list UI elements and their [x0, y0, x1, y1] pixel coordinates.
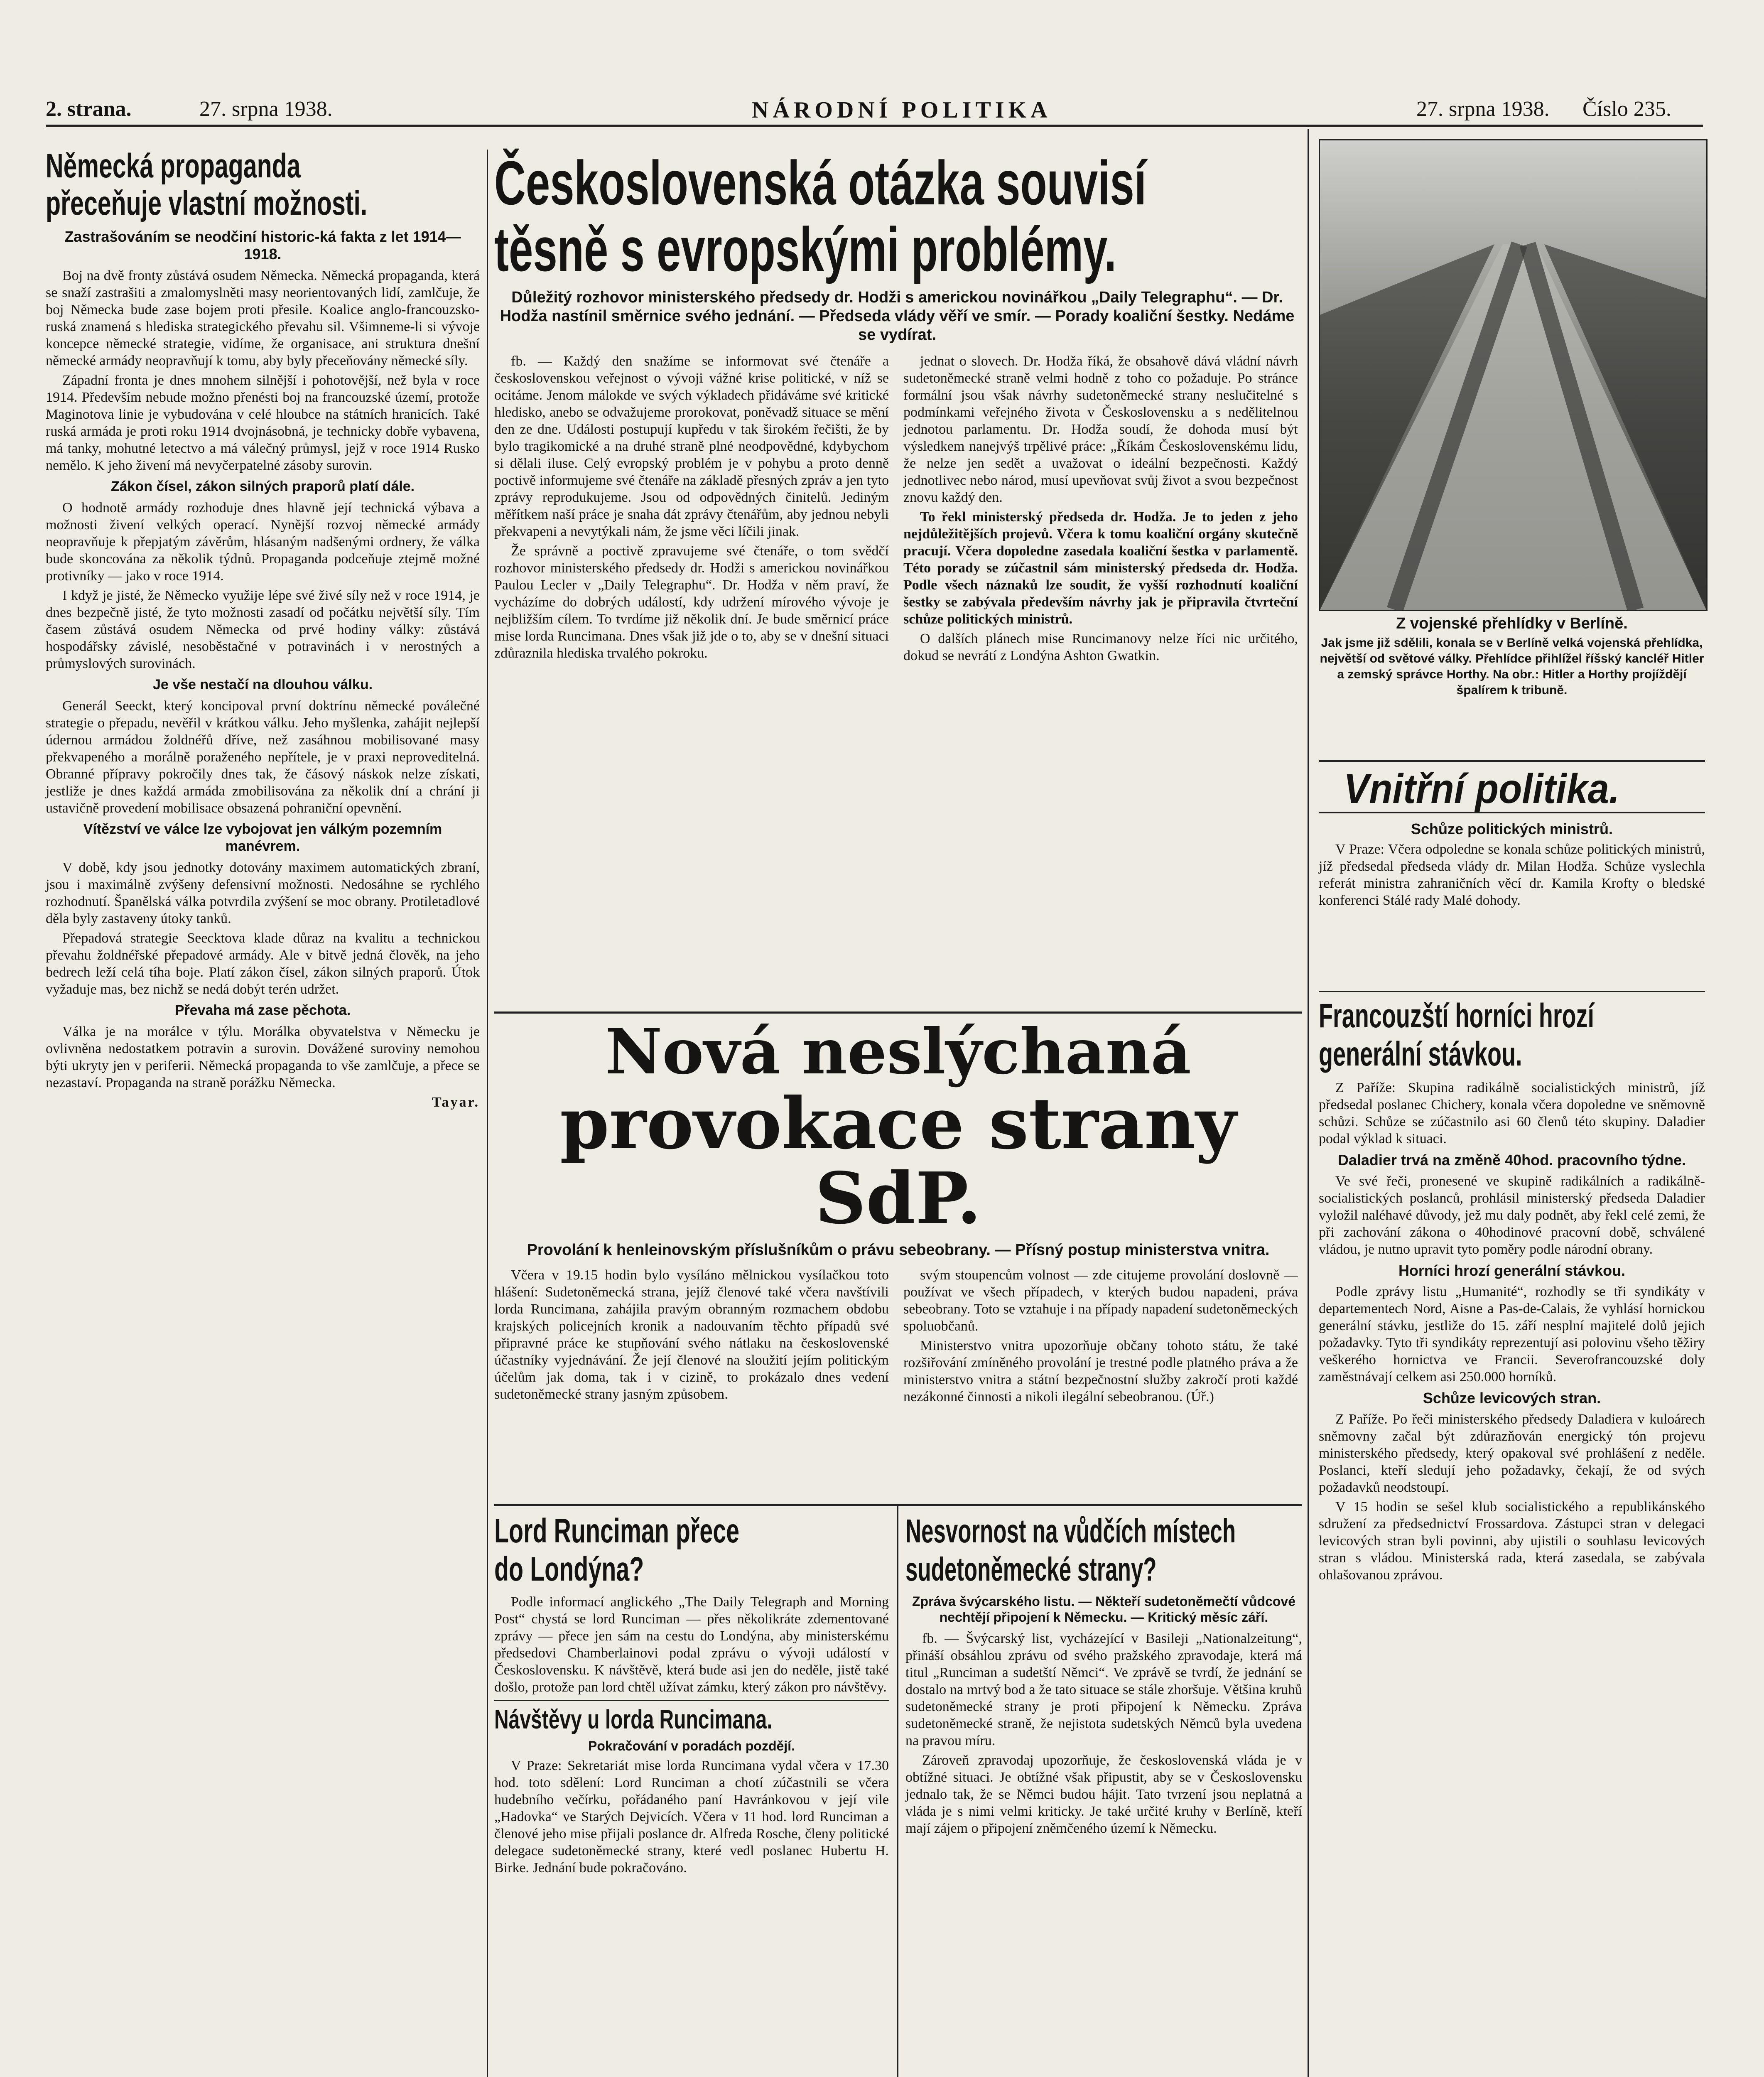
- paragraph: I když je jisté, že Německo využije lépe své živé síly než v roce 1914, je dnes bezpečně jisté, že tyto možnosti zasadí od počátku největší síly. Tím časem zůstává osudem Německa od prvé hodiny války: zůstává hospodářsky závislé, nesoběstačné v potravinách i v nerostných a průmyslových surovinách.: [46, 588, 480, 671]
- page-header: [46, 93, 1703, 123]
- header-rule: [46, 125, 1703, 127]
- paragraph: Válka je na morálce v týlu. Morálka obyvatelstva v Německu je ovlivněna nedostatkem potravin a surovin. Dovážené suroviny nemohou býti ukryty jen v periferii. Německá propaganda to vše zamlčuje, a přece se nezastaví. Propaganda na straně porážku Německa.: [46, 1024, 480, 1090]
- column-rule-1: [487, 150, 488, 2077]
- headline: Lord Runciman přece do Londýna?: [494, 1512, 740, 1588]
- paragraph: Podle informací anglického „The Daily Telegraph and Morning Post“ chystá se lord Runciman — přes několikráte zdementované zprávy — přece jen sám na cestu do Londýna, aby ministerskému předsedovi Chamberlainovi podal zprávu o vývoji událostí v Československu. K návštěvě, která bude asi jen do neděle, jistě také došlo, protože pan lord chtěl užívat zámku, který zákon pro návštěvy.: [494, 1594, 889, 1695]
- paragraph: O dalších plánech mise Runcimanovy nelze říci nic určitého, dokud se nevrátí z Londýna Ashton Gwatkin.: [903, 631, 1298, 663]
- paragraph: V Praze: Včera odpoledne se konala schůze politických ministrů, jíž předsedal předseda vlády dr. Milan Hodža. Schůze vyslechla referát ministra zahraničních věcí dr. Kamila Krofty o bledské konferenci Stálé rady Malé dohody.: [1319, 842, 1705, 908]
- photo-parade: [1319, 139, 1708, 611]
- section-heading: Zákon čísel, zákon silných praporů platí dále.: [110, 479, 415, 494]
- paragraph: Generál Seeckt, který koncipoval první doktrínu německé poválečné strategie o přepadu, nevěřil v krátkou válku. Jeho myšlenka, zahájit nejlepší údernou armádou žoldnéřů dříve, než zasáhnou mobilisované masy překvapeného a morálně poraženého nepřítele, je v praxi neproveditelná. Obranné přípravy pokročily dnes tak, že čásový náskok nelze získati, jestliže je dnes každá armáda zmobilisována za několik dní a chrání ji ustavičně provedení mobilisace obsazená pohraniční opevnění.: [46, 698, 480, 816]
- article-sdp: [494, 1015, 1302, 1404]
- paragraph: fb. — Každý den snažíme se informovat své čtenáře a československou veřejnost o vývoji vážné krise politické, v níž se ocitáme. Jenom málokde ve svých výkladech přidáváme své kritické hledisko, anebo se odvažujeme prorokovat, poněvadž situace se mění den ze dne. Události postupují kupředu v tak širokém řečišti, že by bylo tragikomické a na druhé straně plné neodpovědné, kdybychom si dělali iluse. Celý evropský problém je v pohybu a proto denně poctivě informujeme své čtenáře na základě přesných zpráv a jen tyto zprávy reprodukujeme. Jsou od odpovědných činitelů. Jediným měřítkem naší práce je snaha dát zprávy čtenářům, aby jednou nebyli překvapeni a nevytýkali nám, že jsme věci líčili jinak.: [494, 354, 889, 539]
- paragraph: Ve své řeči, pronesené ve skupině radikálních a radikálně-socialistických poslanců, prohlásil ministerský předseda Daladier vyložil naléhavé důvody, jež mu daly podnět, aby řekl celé zemi, že při zachování zákona o 40hodinové pracovní době, schválené vládou, je nutno upravit tyto poměry podle národní obrany.: [1319, 1174, 1705, 1257]
- masthead: NÁRODNÍ POLITIKA: [752, 97, 1052, 123]
- date-left: 27. srpna 1938.: [199, 97, 333, 121]
- paragraph: V Praze: Sekretariát mise lorda Runcimana vydal včera v 17.30 hod. toto sdělení: Lord Runciman a chotí zúčastnili se včera hudebního večírku, pořádaného paní Havránkovou v její vile „Hadovka“ ve Starých Dejvicích. Včera v 11 hod. lord Runciman a členové jeho mise přijali poslance dr. Alfreda Rosche, členy politické delegace sudetoněmecké strany, které vedl poslanec Hubertu H. Birke. Jednání bude pokračováno.: [494, 1758, 889, 1876]
- paragraph: Že správně a poctivě zpravujeme své čtenáře, o tom svědčí rozhovor ministerského předsedy dr. Hodži s americkou novinářkou Paulou Lecler v „Daily Telegraphu“. Dr. Hodža v něm praví, že vycházíme do dobrých událostí, kdy udržení mírového vývoje je nejbližším cílem. To tvrdíme již několik dní. Je bude směrnicí práce mise lorda Runcimana. Dnes však již jde o to, aby se v dnešní situaci zdůraznila hlediska trvalého pokroku.: [494, 543, 889, 661]
- caption-title: Z vojenské přehlídky v Berlíně.: [1396, 615, 1628, 632]
- headline: Francouzští horníci hrozí generální stávkou.: [1319, 997, 1594, 1073]
- paragraph: Boj na dvě fronty zůstává osudem Německa. Německá propaganda, která se snaží zastrašiti a zmalomyslněti masy neorientovaných lidí, zamlčuje, že boj Německa bude zase bojem proti přesile. Koalice anglo-francouzsko-ruská znamená s hlediska strategického převahu sil. Všimneme-li si vývoje koncepce německé strategie, vidíme, že organisace, ani struktura dnešní německé armády neopravňují k tomu, aby byly přeceňovány německé síly.: [46, 268, 480, 368]
- main-headline: Československá otázka souvisí těsně s evropskými problémy.: [494, 148, 1146, 284]
- paragraph: Včera v 19.15 hodin bylo vysíláno mělnickou vysílačkou toto hlášení: Sudetoněmecká strana, jejíž členové také včera navštívili lorda Runcimana, zahájila pravým obranným rozmachem obdobu krajských policejních kronik a nadouvaním těchto případů své připravné práce ke stupňování svého nátlaku na československé účastníky vyjednávání. Že její členové na sloužití jejím politickým účelům jak doma, tak i v cizině, to prokázalo dnes vedení sudetoněmecké strany jasným způsobem.: [494, 1267, 889, 1402]
- paragraph: Ministerstvo vnitra upozorňuje občany tohoto státu, že také rozšiřování zmíněného provolání je trestné podle platného práva a že ministerstvo vnitra a státní bezpečnostní služby zakročí proti každé nezákonné činnosti a nikoli ilegální sebeobranou. (Úř.): [903, 1338, 1298, 1404]
- deck: Zpráva švýcarského listu. — Někteří sudetoněmečtí vůdcové nechtějí připojení k Německu. — Kritický měsíc září.: [912, 1594, 1296, 1625]
- section-heading: Daladier trvá na změně 40hod. pracovního týdne.: [1337, 1151, 1686, 1169]
- paragraph: Přepadová strategie Seecktova klade důraz na kvalitu a technickou převahu žoldnéřské přepadové armády. Ale v bitvě jedná člověk, na jeho bedrech leží celá tíha boje. Platí zákon čísel, zákon silných praporů. Útok vyžaduje mas, bez nichž se nedá dobýt terén udržet.: [46, 930, 480, 997]
- section-heading: Horníci hrozí generální stávkou.: [1398, 1262, 1626, 1279]
- signature: Tayar.: [432, 1095, 480, 1110]
- caption-text: Jak jsme již sdělili, konala se v Berlíně velká vojenská přehlídka, největší od světové války. Přehlídce přihlížel říšský kancléř Hitler a zemský správce Horthy. Na obr.: Hitler a Horthy projíždějí špalírem k tribuně.: [1320, 636, 1704, 697]
- deck: Provolání k henleinovským příslušníkům o právu sebeobrany. — Přísný postup ministerstva vnitra.: [527, 1241, 1270, 1259]
- paragraph: svým stoupencům volnost — zde citujeme provolání doslovně — používat ve všech případech, v kterých budou napadeni, práva sebeobrany. Toto se vztahuje i na případy napadení sudetoněmeckých spoluobčanů.: [903, 1267, 1298, 1334]
- paragraph: fb. — Švýcarský list, vycházející v Basileji „Nationalzeitung“, přináší obsáhlou zprávu od svého pražského zpravodaje, která má titul „Runciman a sudetští Němci“. Ve zprávě se tvrdí, že jednání se dostalo na mrtvý bod a že tato situace se stále zhoršuje. Většina kruhů sudetoněmecké strany je proti připojení k Německu. Zpráva sudetoněmecké straně, že nejistota sudetských Němců byla uvedena na pravou míru.: [905, 1631, 1302, 1748]
- headline: Německá propaganda přeceňuje vlastní možnosti.: [46, 147, 368, 222]
- section-headline: Návštěvy u lorda Runcimana.: [494, 1704, 773, 1734]
- date-right: 27. srpna 1938.: [1416, 97, 1550, 121]
- rule: [1319, 991, 1705, 992]
- headline-line2: provokace strany SdP.: [559, 1082, 1237, 1240]
- page-number: 2. strana.: [46, 97, 132, 121]
- paragraph: V 15 hodin se sešel klub socialistického a republikánského sdružení za předsednictví Frossardova. Zástupci stran v delegaci levicových stran byli povinni, aby ujistili o souhlasu levicových stran s vládou. Ministerská rada, která zasedala, se zabývala ohlašovanou zprávou.: [1319, 1499, 1705, 1583]
- paragraph: Z Paříže: Skupina radikálně socialistických ministrů, jíž předsedal poslanec Chichery, konala včera dopoledne ve sněmovně schůzi. Schůze se zúčastnilo asi 60 členů této skupiny. Daladier podal výklad k situaci.: [1319, 1080, 1705, 1147]
- domestic-banner-box: [1319, 760, 1705, 813]
- parade-image: [1320, 140, 1706, 610]
- photo-caption: [1319, 615, 1705, 698]
- main-article: [494, 148, 1300, 663]
- main-deck: Důležitý rozhovor ministerského předsedy dr. Hodži s americkou novinářkou „Daily Telegraphu“. — Dr. Hodža nastínil směrnice svého jednání. — Předseda vlády věří ve smír. — Porady koaliční šestky. Nedáme se vydírat.: [500, 289, 1295, 344]
- paragraph: To řekl ministerský předseda dr. Hodža. Je to jeden z jeho nejdůležitějších projevů. Včera k tomu koaliční orgány skutečně pracují. Včera dopoledne zasedala koaliční šestka v parlamentě. Této porady se zúčastnil sám ministerský předseda dr. Hodža. Podle všech náznaků lze soudit, že vyšší rozhodnutí koaliční šestky se zabývala především návrhy jak je připravila čtvrteční schůze politických ministrů.: [903, 509, 1298, 627]
- subheading: Zastrašováním se neodčiní historic-ká fakta z let 1914—1918.: [64, 228, 461, 263]
- section-heading: Schůze levicových stran.: [1423, 1390, 1601, 1407]
- section-heading: Je vše nestačí na dlouhou válku.: [152, 677, 373, 692]
- article-france: [1319, 997, 1705, 1586]
- paragraph: Z Paříže. Po řeči ministerského předsedy Daladiera v kuloárech sněmovny začal být zdůrazňován energický tón projevu ministerského předsedy, který opakoval své prohlášení z neděle. Poslanci, kteří sledují jeho požadavky, čekají, že od svých požadavků neodstoupí.: [1319, 1412, 1705, 1495]
- headline-line1: Nová neslýchaná: [605, 1015, 1191, 1088]
- paragraph: Podle zprávy listu „Humanité“, rozhodly se tři syndikáty v departementech Nord, Aisne a Pas-de-Calais, že vyhlásí hornickou generální stávku, jestliže do 15. září nesplní majitelé dolů jejich požadavky. Tyto tři syndikáty reprezentují asi polovinu všeho těžiry veškerého hornictva ve Francii. Severofrancouzské doly zaměstnávají celkem asi 250.000 horníků.: [1319, 1284, 1705, 1385]
- section-heading: Převaha má zase pěchota.: [174, 1002, 351, 1018]
- headline: Nesvornost na vůdčích místech sudetoněmecké strany?: [905, 1512, 1236, 1588]
- domestic-banner: Vnitřní politika.: [1344, 766, 1620, 812]
- section-heading: Vítězství ve válce lze vybojovat jen válkým pozemním manévrem.: [83, 821, 442, 854]
- column-rule-2: [1308, 129, 1309, 2077]
- paragraph: Západní fronta je dnes mnohem silnější i pohotovější, než byla v roce 1914. Především nebude možno přenésti boj na francouzské území, protože Maginotova linie je vybudována v celé hloubce na státních hranicích. Také ruská armáda je proti roku 1914 dvojnásobná, je technicky dobře vybavena, má tanky, mohutné letectvo a má válečný průmysl, jejž v roce 1914 Rusko nemělo. K jeho živení má nevyčerpatelné zásoby surovin.: [46, 373, 480, 473]
- section-heading: Schůze politických ministrů.: [1411, 820, 1613, 837]
- domestic-article: [1319, 820, 1705, 911]
- article-runciman: [494, 1512, 889, 1879]
- article-german-propaganda: [46, 147, 480, 1111]
- paragraph: jednat o slovech. Dr. Hodža říká, že obsahově dává vládní návrh sudetoněmecké straně velmi hodně z toho co požaduje. Po stránce formální jsou však návrhy sudetoněmecké strany neslučitelné s podmínkami veřejného života v Československu a s nedělitelnou jednotou parlamentu. Dr. Hodža soudí, že dohoda musí být výsledkem nanejvýš trpělivé práce: „Říkám Československému lidu, že nelze jen sedět a uvažovat o ideální bezpečnosti. Každý jednotlivec nebo národ, musí upevňovat svůj život a svou bezpečnost znovu každý den.: [903, 354, 1298, 505]
- section-sub: Pokračování v poradách pozdějí.: [588, 1738, 795, 1753]
- issue-number: Číslo 235.: [1582, 97, 1671, 121]
- article-disunity: [905, 1512, 1302, 1839]
- column-rule-mid: [897, 1506, 898, 2077]
- paragraph: Zároveň zpravodaj upozorňuje, že československá vláda je v obtížné situaci. Je obtížné však připustit, aby se v Československu jednalo tak, že se Němci budou hájit. Tato tvrzení jsou neplatná a vláda je s nimi velmi kriticky. Je také určité kruhy v Berlíně, kteří mají zájem o připojení zněmčeného území k Německu.: [905, 1753, 1302, 1836]
- rule: [494, 1011, 1302, 1014]
- paragraph: V době, kdy jsou jednotky dotovány maximem automatických zbraní, jsou i maximálně zvýšeny defensivní možnosti. Nedosáhne se rychlého rozhodnutí. Španělská válka potvrdila zvýšení se moc obrany. Protiletadlové děla byly zastaveny útoky tanků.: [46, 860, 480, 926]
- paragraph: O hodnotě armády rozhoduje dnes hlavně její technická výbava a možnosti živení velkých operací. Nynější rozvoj německé armády neopravňuje k přepjatým závěrům, hlásaným nadšenými ordnery, že válka bude skoncována za několik týdnů. Propaganda podceňuje ztejmě možné protivníky — jako v roce 1914.: [46, 500, 480, 584]
